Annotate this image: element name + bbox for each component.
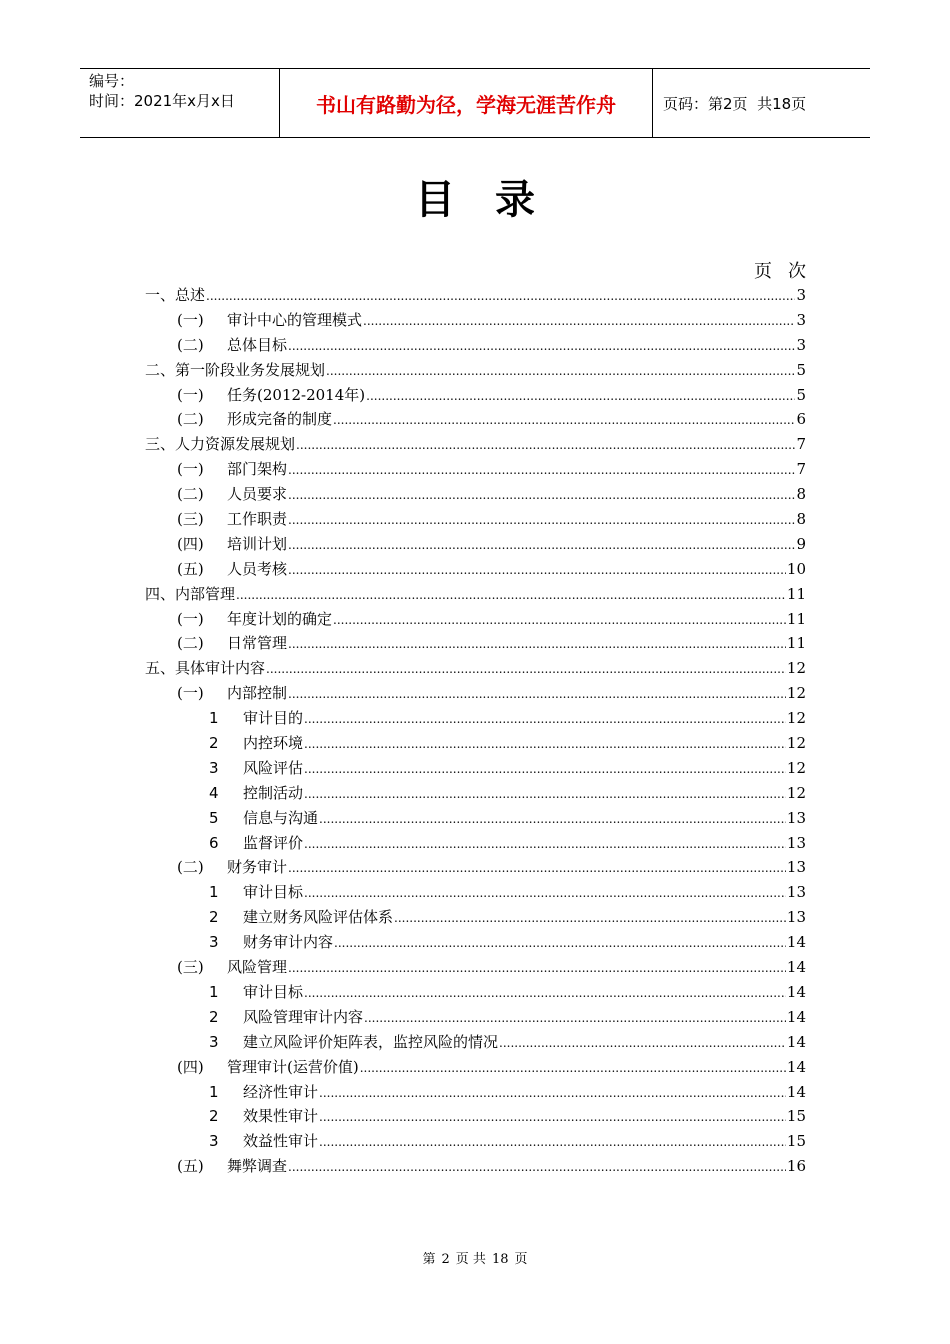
toc-entry-number: (二) (177, 858, 204, 877)
toc-entry-number: (二) (177, 410, 204, 429)
toc-entry-number: 3 (209, 1032, 219, 1051)
toc-entry[interactable] (145, 906, 806, 931)
toc-entry[interactable] (145, 682, 806, 707)
toc-entry[interactable] (145, 359, 806, 384)
toc-entry-label: 总体目标 (227, 335, 288, 354)
toc-entry-page: 12 (786, 758, 806, 777)
toc-entry[interactable] (145, 1031, 806, 1056)
toc-entry[interactable] (145, 956, 806, 981)
toc-entry[interactable] (145, 1105, 806, 1130)
toc-entry-label: 效果性审计 (243, 1107, 319, 1126)
toc-entry-label: 一、总述 (145, 286, 206, 304)
toc-dot-leader (288, 563, 786, 577)
toc-entry[interactable] (145, 458, 806, 483)
toc-dot-leader (319, 1086, 786, 1100)
toc-dot-leader (366, 389, 795, 403)
toc-entry-page: 12 (786, 783, 806, 802)
toc-entry[interactable] (145, 1130, 806, 1155)
page-title: 目录 (415, 177, 575, 223)
toc-entry-page: 3 (796, 335, 806, 354)
toc-entry[interactable] (145, 483, 806, 508)
toc-entry-label: 四、内部管理 (145, 584, 236, 603)
toc-entry-number: 1 (209, 883, 219, 902)
toc-entry-page: 11 (786, 584, 806, 603)
page-footer (0, 1248, 950, 1267)
toc-dot-leader (288, 1160, 786, 1174)
toc-entry-number: 2 (209, 1107, 219, 1126)
toc-entry[interactable] (145, 334, 806, 359)
toc-entry-label: 任务(2012-2014年) (227, 385, 366, 404)
toc-entry-label: 二、第一阶段业务发展规划 (145, 360, 326, 379)
toc-entry[interactable] (145, 832, 806, 857)
toc-entry[interactable] (145, 433, 806, 458)
toc-entry-page: 15 (786, 1132, 806, 1151)
toc-entry-page: 10 (786, 559, 806, 578)
toc-dot-leader (288, 538, 795, 552)
toc-dot-leader (288, 488, 795, 502)
toc-entry-number: 5 (209, 808, 219, 827)
toc-entry-label: 日常管理 (227, 634, 288, 653)
toc-entry-label: 年度计划的确定 (227, 609, 333, 628)
toc-entry-number: (一) (177, 385, 204, 404)
toc-dot-leader (304, 986, 786, 1000)
page-column-heading: 页次 (754, 261, 822, 282)
toc-entry-page: 7 (796, 435, 806, 454)
toc-entry-number: (二) (177, 485, 204, 504)
toc-entry-page: 14 (786, 1032, 806, 1051)
toc-entry-label: 审计目标 (243, 883, 304, 902)
toc-entry-label: 建立财务风险评估体系 (243, 908, 394, 927)
toc-entry-number: (二) (177, 335, 204, 354)
toc-entry-page: 14 (786, 1057, 806, 1076)
toc-entry-label: 控制活动 (243, 783, 304, 802)
toc-entry-page: 12 (786, 734, 806, 753)
toc-entry-page: 13 (786, 858, 806, 877)
toc-entry-number: 3 (209, 933, 219, 952)
toc-entry-label: 形成完备的制度 (227, 410, 333, 429)
toc-entry-page: 5 (796, 385, 806, 404)
toc-dot-leader (304, 712, 786, 726)
toc-entry-page: 14 (786, 958, 806, 977)
footer-suffix: 页 (514, 1252, 528, 1267)
toc-entry[interactable] (145, 608, 806, 633)
toc-entry-label: 风险评估 (243, 758, 304, 777)
toc-entry[interactable] (145, 931, 806, 956)
toc-dot-leader (288, 861, 786, 875)
toc-entry-label: 人员考核 (227, 559, 288, 578)
toc-entry-page: 3 (796, 310, 806, 329)
footer-current-page: 2 (441, 1252, 450, 1267)
toc-dot-leader (499, 1036, 786, 1050)
toc-entry[interactable] (145, 856, 806, 881)
toc-dot-leader (364, 1011, 786, 1025)
toc-entry-number: (四) (177, 534, 204, 553)
toc-entry-page: 7 (796, 460, 806, 479)
toc-entry-page: 13 (786, 833, 806, 852)
table-of-contents (145, 284, 806, 1180)
toc-dot-leader (288, 513, 795, 527)
footer-mid: 页 共 (455, 1252, 486, 1267)
toc-entry-page: 9 (796, 534, 806, 553)
toc-dot-leader (288, 463, 795, 477)
toc-entry[interactable] (145, 583, 806, 608)
toc-entry-label: 监督评价 (243, 833, 304, 852)
toc-entry-number: (三) (177, 958, 204, 977)
footer-total-pages: 18 (491, 1252, 509, 1267)
toc-entry-page: 6 (796, 410, 806, 429)
toc-entry[interactable] (145, 1006, 806, 1031)
header-page-info-cell (653, 69, 870, 137)
toc-entry-number: 4 (209, 783, 219, 802)
header-motto: 书山有路勤为径，学海无涯苦作舟 (280, 69, 653, 137)
toc-entry-number: 3 (209, 758, 219, 777)
toc-entry-label: 建立风险评价矩阵表，监控风险的情况 (243, 1032, 499, 1051)
toc-entry-number: (一) (177, 460, 204, 479)
toc-dot-leader (334, 936, 786, 950)
footer-prefix: 第 (422, 1252, 436, 1267)
header-page-info: 页码：第2页 共18页 (663, 94, 807, 113)
toc-entry-label: 工作职责 (227, 510, 288, 529)
toc-entry-label: 效益性审计 (243, 1132, 319, 1151)
toc-entry[interactable] (145, 981, 806, 1006)
toc-entry[interactable] (145, 1056, 806, 1081)
toc-entry-label: 风险管理审计内容 (243, 1007, 364, 1026)
toc-entry-page: 8 (796, 485, 806, 504)
toc-entry-number: (三) (177, 510, 204, 529)
toc-entry-number: (五) (177, 1157, 204, 1176)
toc-dot-leader (326, 364, 795, 378)
toc-entry-label: 舞弊调查 (227, 1157, 288, 1176)
toc-dot-leader (333, 613, 786, 627)
toc-entry[interactable] (145, 807, 806, 832)
toc-entry-label: 管理审计(运营价值) (227, 1057, 359, 1076)
toc-entry-number: 1 (209, 982, 219, 1001)
toc-dot-leader (363, 314, 795, 328)
toc-dot-leader (319, 812, 786, 826)
toc-entry-label: 三、人力资源发展规划 (145, 435, 296, 454)
toc-entry[interactable] (145, 782, 806, 807)
toc-dot-leader (266, 662, 786, 676)
toc-entry[interactable] (145, 1155, 806, 1180)
toc-entry-label: 内控环境 (243, 734, 304, 753)
toc-entry-number: 2 (209, 908, 219, 927)
toc-entry-number: (一) (177, 609, 204, 628)
page-header (80, 68, 870, 138)
toc-entry[interactable] (145, 657, 806, 682)
toc-entry-page: 13 (786, 908, 806, 927)
toc-entry-page: 15 (786, 1107, 806, 1126)
toc-dot-leader (304, 837, 786, 851)
toc-dot-leader (394, 911, 786, 925)
toc-entry[interactable] (145, 1081, 806, 1106)
toc-entry-number: (一) (177, 310, 204, 329)
toc-entry-label: 五、具体审计内容 (145, 659, 266, 678)
toc-entry-label: 审计目标 (243, 982, 304, 1001)
toc-entry[interactable] (145, 408, 806, 433)
toc-entry[interactable] (145, 558, 806, 583)
header-meta (80, 69, 280, 137)
toc-entry[interactable] (145, 732, 806, 757)
toc-entry[interactable] (145, 309, 806, 334)
toc-entry[interactable] (145, 384, 806, 409)
toc-dot-leader (206, 289, 795, 303)
toc-entry-number: 1 (209, 1082, 219, 1101)
header-code-label: 编号： (89, 72, 135, 90)
toc-entry[interactable] (145, 881, 806, 906)
toc-dot-leader (236, 588, 786, 602)
toc-entry-number: (五) (177, 559, 204, 578)
toc-entry-number: 1 (209, 709, 219, 728)
toc-entry-number: (四) (177, 1057, 204, 1076)
toc-dot-leader (296, 438, 795, 452)
toc-entry-number: 6 (209, 833, 219, 852)
toc-entry-label: 人员要求 (227, 485, 288, 504)
toc-entry-page: 3 (796, 286, 806, 304)
toc-entry-page: 14 (786, 982, 806, 1001)
toc-dot-leader (304, 762, 786, 776)
toc-dot-leader (319, 1135, 786, 1149)
toc-entry-number: 2 (209, 734, 219, 753)
toc-dot-leader (319, 1110, 786, 1124)
toc-entry-label: 经济性审计 (243, 1082, 319, 1101)
toc-entry[interactable] (145, 757, 806, 782)
toc-entry-label: 培训计划 (227, 534, 288, 553)
toc-entry-page: 12 (786, 659, 806, 678)
toc-entry[interactable] (145, 284, 806, 309)
toc-dot-leader (333, 413, 795, 427)
toc-entry-number: 2 (209, 1007, 219, 1026)
toc-entry-page: 14 (786, 1007, 806, 1026)
toc-dot-leader (288, 687, 786, 701)
toc-entry-page: 13 (786, 883, 806, 902)
toc-entry-label: 风险管理 (227, 958, 288, 977)
toc-entry-number: (二) (177, 634, 204, 653)
toc-entry[interactable] (145, 533, 806, 558)
toc-entry-page: 16 (786, 1157, 806, 1176)
toc-dot-leader (288, 339, 795, 353)
toc-dot-leader (288, 961, 786, 975)
toc-entry-page: 14 (786, 933, 806, 952)
toc-dot-leader (304, 787, 786, 801)
toc-entry[interactable] (145, 508, 806, 533)
toc-entry[interactable] (145, 632, 806, 657)
toc-entry-page: 12 (786, 709, 806, 728)
toc-dot-leader (304, 737, 786, 751)
toc-entry-page: 8 (796, 510, 806, 529)
toc-entry-page: 5 (796, 360, 806, 379)
toc-entry-number: (一) (177, 684, 204, 703)
toc-entry-label: 信息与沟通 (243, 808, 319, 827)
toc-entry-label: 内部控制 (227, 684, 288, 703)
toc-dot-leader (288, 637, 786, 651)
toc-dot-leader (360, 1061, 786, 1075)
toc-entry[interactable] (145, 707, 806, 732)
toc-entry-page: 12 (786, 684, 806, 703)
toc-entry-page: 11 (786, 609, 806, 628)
toc-dot-leader (304, 886, 786, 900)
toc-entry-label: 财务审计内容 (243, 933, 334, 952)
toc-entry-label: 财务审计 (227, 858, 288, 877)
header-time-label: 时间：2021年x月x日 (89, 92, 235, 110)
toc-entry-page: 11 (786, 634, 806, 653)
toc-entry-label: 审计中心的管理模式 (227, 310, 363, 329)
toc-entry-label: 审计目的 (243, 709, 304, 728)
toc-entry-label: 部门架构 (227, 460, 288, 479)
toc-entry-page: 13 (786, 808, 806, 827)
toc-entry-number: 3 (209, 1132, 219, 1151)
toc-entry-page: 14 (786, 1082, 806, 1101)
